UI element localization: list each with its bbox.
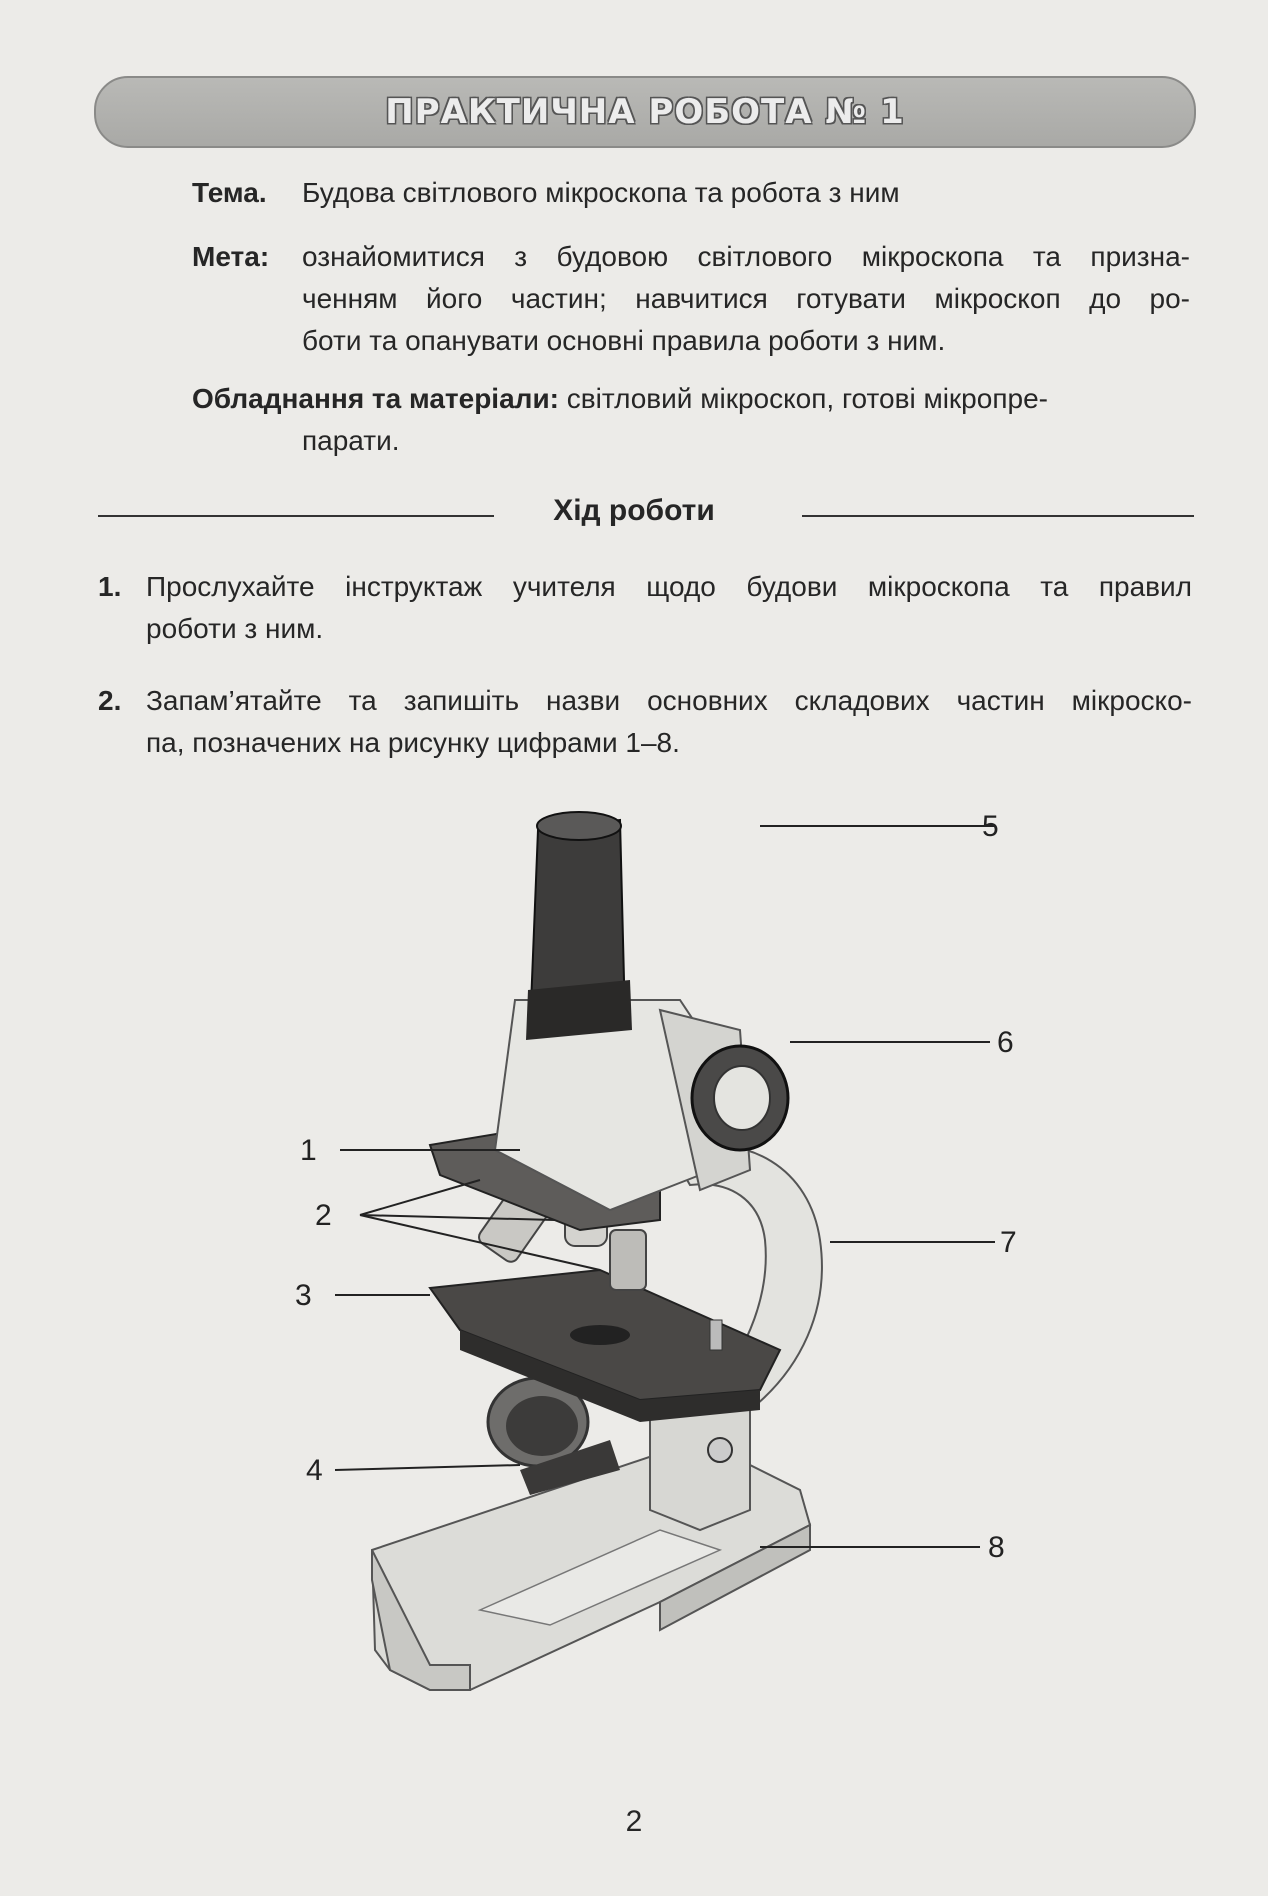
callout-8: 8 <box>988 1531 1005 1564</box>
procedure-heading: Хід роботи <box>553 494 715 527</box>
equipment <box>192 378 1192 420</box>
page-title: ПРАКТИЧНА РОБОТА № 1 <box>385 92 905 132</box>
divider-right <box>802 515 1194 517</box>
page-number: 2 <box>625 1805 643 1838</box>
goal-line: ченням його частин; навчитися готувати мікроскоп до ро- <box>302 283 1190 314</box>
goal-line: боти та опанувати основні правила роботи з ним. <box>302 325 946 356</box>
step-number: 1. <box>98 571 122 602</box>
callout-1: 1 <box>300 1134 317 1167</box>
topic-text: Будова світлового мікроскопа та робота з ним <box>302 177 900 208</box>
step-text <box>146 680 1192 764</box>
adjustment-screw <box>708 1438 732 1462</box>
callout-2: 2 <box>315 1199 332 1232</box>
callout-3: 3 <box>295 1279 312 1312</box>
step-line: Запам’ятайте та запишіть назви основних складових частин мікроско- <box>146 685 1192 716</box>
equipment-text: світловий мікроскоп, готові мікропре- <box>566 383 1048 414</box>
equipment-label: Обладнання та матеріали: <box>192 383 559 414</box>
callout-7: 7 <box>1000 1226 1017 1259</box>
microscope-figure <box>280 790 1040 1770</box>
callout-6: 6 <box>997 1026 1014 1059</box>
eyepiece <box>526 812 632 1040</box>
step-line: роботи з ним. <box>146 613 324 644</box>
focus-knob <box>692 1046 788 1150</box>
step-line: Прослухайте інструктаж учителя щодо будови мікроскопа та правил <box>146 571 1192 602</box>
callout-5: 5 <box>982 810 999 843</box>
goal-line: ознайомитися з будовою світлового мікроскопа та призна- <box>302 241 1190 272</box>
step-text <box>146 566 1192 650</box>
equipment-text-cont: парати. <box>302 425 400 456</box>
topic-label: Тема. <box>192 177 267 208</box>
goal-text <box>302 236 1190 362</box>
stage <box>430 1270 780 1422</box>
goal-label: Мета: <box>192 241 270 272</box>
callout-4: 4 <box>306 1454 323 1487</box>
step-line: па, позначених на рисунку цифрами 1–8. <box>146 727 680 758</box>
step-number: 2. <box>98 685 122 716</box>
title-banner <box>94 76 1196 148</box>
